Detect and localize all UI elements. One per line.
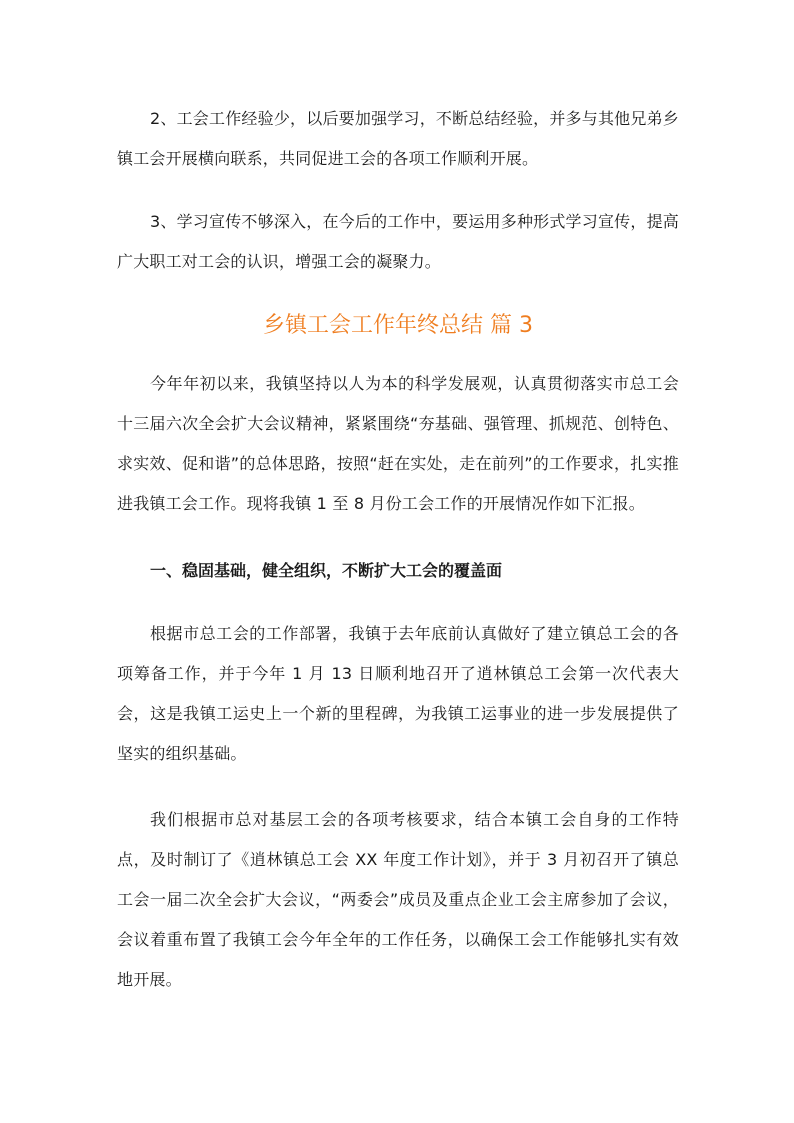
- paragraph-2: 3、学习宣传不够深入，在今后的工作中，要运用多种形式学习宣传，提高广大职工对工会的认识，增强工会的凝聚力。: [117, 212, 679, 271]
- section-heading: 一、稳固基础，健全组织，不断扩大工会的覆盖面: [150, 561, 503, 580]
- paragraph-1: 2、工会工作经验少，以后要加强学习，不断总结经验，并多与其他兄弟乡镇工会开展横向联系，共同促进工会的各项工作顺利开展。: [117, 109, 679, 168]
- paragraph-3: 今年年初以来，我镇坚持以人为本的科学发展观，认真贯彻落实市总工会十三届六次全会扩大会议精神，紧紧围绕“夯基础、强管理、抓规范、创特色、求实效、促和谐”的总体思路，按照“赶在实处，走在前列”的工作要求，扎实推进我镇工会工作。现将我镇 1 至 8 月份工会工作的开展情况作如下汇报。: [117, 374, 679, 513]
- section-title: 乡镇工会工作年终总结 篇 3: [263, 313, 533, 338]
- paragraph-4: 根据市总工会的工作部署，我镇于去年底前认真做好了建立镇总工会的各项筹备工作，并于今年 1 月 13 日顺利地召开了逍林镇总工会第一次代表大会，这是我镇工运史上一个新的里程碑，为我镇工运事业的进一步发展提供了坚实的组织基础。: [117, 624, 679, 763]
- paragraph-5: 我们根据市总对基层工会的各项考核要求，结合本镇工会自身的工作特点，及时制订了《逍林镇总工会 XX 年度工作计划》，并于 3 月初召开了镇总工会一届二次全会扩大会议，“两委会”成员及重点企业工会主席参加了会议，会议着重布置了我镇工会今年全年的工作任务，以确保工会工作能够扎实有效地开展。: [117, 810, 679, 989]
